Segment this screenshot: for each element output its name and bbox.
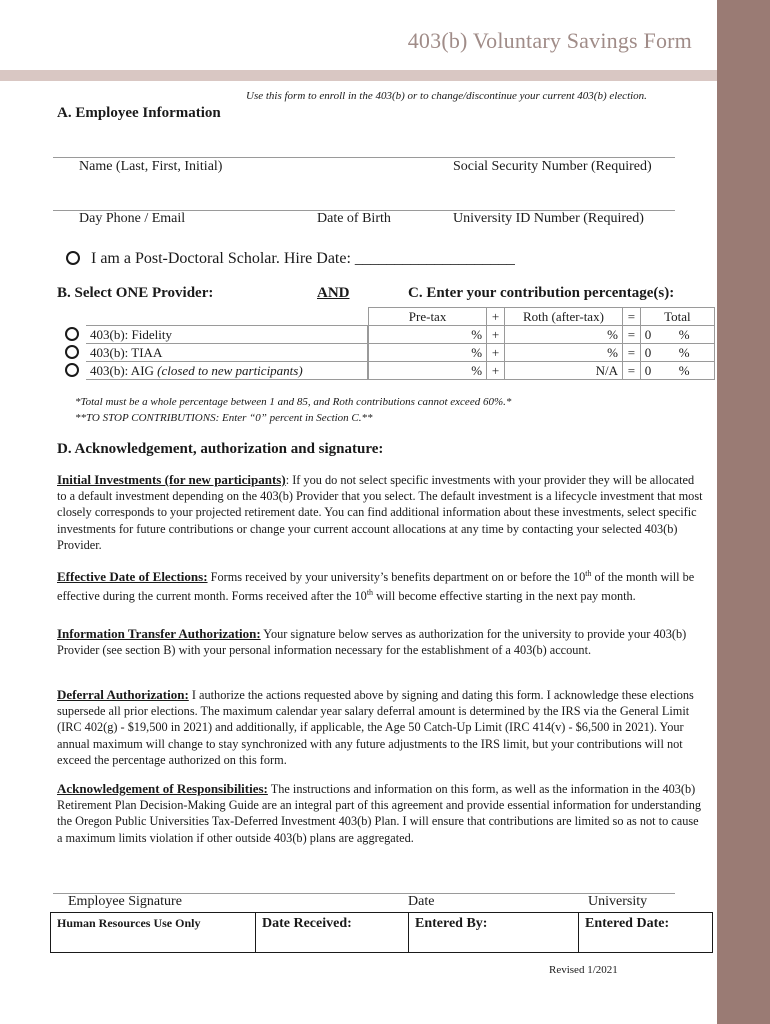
equals-sign: =: [622, 344, 640, 362]
pretax-header: Pre-tax: [369, 308, 487, 326]
section-b-heading: B. Select ONE Provider:: [57, 285, 214, 301]
plus-header: +: [487, 308, 505, 326]
form-title: 403(b) Voluntary Savings Form: [407, 28, 692, 53]
acknowledgement-paragraph: [57, 781, 705, 846]
plus-sign: +: [487, 344, 505, 362]
hr-use-only-label: Human Resources Use Only: [51, 913, 256, 952]
acknowledgement-text: The instructions and information on this form, as well as the information in the 403(b) Retirement Plan Decision-Making Guide are an integral part of this agreement and provide essential information for understanding the Oregon Public Universities Tax-Deferred Investment 403(b) Plan. I will ensure that contributions are limited so as not to cause a maximum limits violation if other outside 403(b) plans are aggregated.: [57, 782, 702, 845]
contribution-table: [368, 307, 715, 380]
total-value: 0: [644, 363, 652, 378]
provider-radio-aig[interactable]: [65, 363, 79, 377]
university-id-label: University ID Number (Required): [453, 211, 644, 226]
provider-option-aig[interactable]: [86, 362, 368, 380]
section-a-heading: A. Employee Information: [57, 105, 221, 121]
initial-investments-paragraph: [57, 472, 705, 553]
total-value: 0: [644, 345, 652, 360]
contribution-header-row: [369, 308, 715, 326]
section-d-heading: D. Acknowledgement, authorization and signature:: [57, 441, 384, 457]
deferral-authorization-text: I authorize the actions requested above by signing and dating this form. I acknowledge these elections supersede all prior elections. The maximum calendar year salary deferral amount is determined by the IRS via the General Limit (IRC 402(g) - $19,500 in 2021) and additionally, if applicable, the Age 50 Catch-Up Limit (IRC 414(v) - $6,500 in 2021). Your annual maximum will change to stay synchronized with any future adjustments to the IRS limit, but your contributions will not exceed the percentage authorized on this form.: [57, 688, 694, 767]
deferral-authorization-lead: Deferral Authorization:: [57, 687, 189, 702]
total-field[interactable]: [640, 344, 714, 362]
entered-by-field[interactable]: Entered By:: [409, 913, 579, 952]
acknowledgement-lead: Acknowledgement of Responsibilities:: [57, 781, 268, 796]
ssn-label: Social Security Number (Required): [453, 159, 652, 174]
total-field[interactable]: [640, 362, 714, 380]
provider-note: (closed to new participants): [157, 363, 303, 378]
equals-sign: =: [622, 326, 640, 344]
deferral-authorization-paragraph: [57, 687, 705, 768]
university-label: University: [588, 894, 648, 909]
provider-row: [86, 362, 368, 380]
effective-date-lead: Effective Date of Elections:: [57, 569, 208, 585]
provider-name: 403(b): TIAA: [90, 345, 163, 360]
provider-table: [86, 325, 368, 380]
postdoc-hire-date-label: I am a Post-Doctoral Scholar. Hire Date: ____________________: [91, 250, 515, 267]
postdoc-radio[interactable]: [66, 251, 80, 265]
initial-investments-text: : If you do not select specific investments with your provider they will be allocated to a default investment depending on the 403(b) Provider that you select. The default investment is a lifecycle investment that most closely corresponds to your projected retirement date. You can find additional information about these investments, select specific investments for future contributions or change your current account allocations at any time by contacting your selected 403(b) Provider.: [57, 473, 703, 552]
stop-contributions-note: **TO STOP CONTRIBUTIONS: Enter “0” percent in Section C.**: [75, 412, 373, 424]
total-header: Total: [640, 308, 714, 326]
plus-sign: +: [487, 326, 505, 344]
pretax-field[interactable]: %: [369, 344, 487, 362]
entered-date-field[interactable]: Entered Date:: [585, 916, 670, 931]
information-transfer-text: Your signature below serves as authorization for the university to provide your 403(b) Provider (see section B) with your personal information necessary for the establishment of a 403(b) account.: [57, 627, 687, 658]
total-unit: %: [678, 363, 690, 378]
form-instruction: Use this form to enroll in the 403(b) or to change/discontinue your current 403(b) election.: [246, 90, 647, 102]
name-label: Name (Last, First, Initial): [79, 159, 223, 174]
total-percentage-note: *Total must be a whole percentage between 1 and 85, and Roth contributions cannot exceed 60%.*: [75, 396, 512, 408]
pretax-field[interactable]: %: [369, 362, 487, 380]
contribution-row-tiaa: [369, 344, 715, 362]
provider-radio-fidelity[interactable]: [65, 327, 79, 341]
total-field[interactable]: [640, 326, 714, 344]
provider-name: 403(b): AIG: [90, 363, 154, 378]
provider-name: 403(b): Fidelity: [90, 327, 172, 342]
plus-sign: +: [487, 362, 505, 380]
roth-field[interactable]: %: [504, 344, 622, 362]
signature-date-label: Date: [408, 894, 435, 909]
effective-date-paragraph: [57, 566, 705, 605]
total-unit: %: [678, 327, 690, 342]
provider-option-tiaa[interactable]: [86, 344, 368, 362]
information-transfer-paragraph: [57, 626, 705, 658]
ordinal-suffix: th: [585, 569, 592, 578]
total-value: 0: [644, 327, 652, 342]
information-transfer-lead: Information Transfer Authorization:: [57, 626, 261, 641]
provider-option-fidelity[interactable]: [86, 326, 368, 344]
effective-date-text-b: of the month will be effective during the current month. Forms received after the 10: [57, 570, 695, 604]
contribution-row-aig: [369, 362, 715, 380]
and-label: AND: [317, 285, 350, 301]
roth-field[interactable]: %: [504, 326, 622, 344]
pretax-field[interactable]: %: [369, 326, 487, 344]
employee-signature-label: Employee Signature: [68, 894, 182, 909]
provider-radio-tiaa[interactable]: [65, 345, 79, 359]
revision-date: Revised 1/2021: [549, 964, 618, 976]
initial-investments-lead: Initial Investments (for new participants): [57, 472, 286, 487]
contribution-row-fidelity: [369, 326, 715, 344]
provider-row: [86, 344, 368, 362]
effective-date-text-c: will become effective starting in the next pay month.: [373, 589, 636, 604]
ordinal-suffix: th: [366, 588, 374, 598]
equals-header: =: [622, 308, 640, 326]
header-rule: [0, 70, 717, 81]
name-ssn-line[interactable]: [53, 157, 675, 158]
right-margin-band: [717, 0, 770, 1024]
section-c-heading: C. Enter your contribution percentage(s):: [408, 285, 675, 301]
dob-label: Date of Birth: [317, 211, 391, 226]
date-received-field[interactable]: Date Received:: [256, 913, 409, 952]
hr-use-box: [50, 912, 713, 953]
phone-email-label: Day Phone / Email: [79, 211, 186, 226]
roth-field: N/A: [504, 362, 622, 380]
equals-sign: =: [622, 362, 640, 380]
effective-date-text-a: Forms received by your university’s benefits department on or before the 10: [207, 570, 586, 585]
total-unit: %: [678, 345, 690, 360]
provider-row: [86, 326, 368, 344]
roth-header: Roth (after-tax): [504, 308, 622, 326]
